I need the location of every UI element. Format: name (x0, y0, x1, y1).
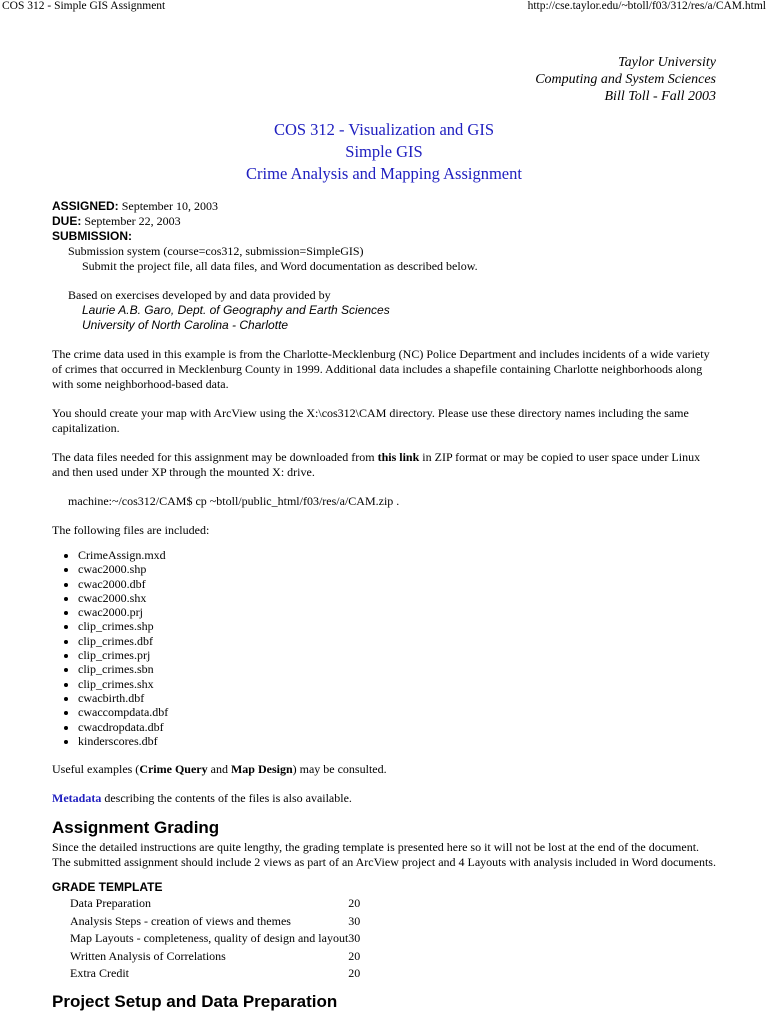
credits-university: University of North Carolina - Charlotte (82, 318, 289, 332)
file-list-item: • clip_crimes.dbf (78, 634, 716, 648)
file-list-item: • clip_crimes.prj (78, 648, 716, 662)
assignment-meta (52, 199, 716, 333)
submission-instructions: Submit the project file, all data files, and Word documentation as described below. (82, 259, 478, 273)
crime-query-link[interactable]: Crime Query (139, 762, 208, 777)
setup-heading: Project Setup and Data Preparation (52, 991, 338, 1011)
download-paragraph (52, 450, 716, 480)
arcview-paragraph: You should create your map with ArcView using the X:\cos312\CAM directory. Please use these directory names including the same capitalization. (52, 406, 689, 435)
download-link[interactable]: this link (377, 450, 420, 464)
grade-template-table (68, 896, 360, 984)
download-text-pre: The data files needed for this assignment may be downloaded from (52, 450, 378, 464)
grade-item: Written Analysis of Correlations (70, 948, 226, 963)
files-intro: The following files are included: (52, 523, 210, 537)
map-design-link[interactable]: Map Design (230, 762, 293, 777)
file-list-item: • cwac2000.shp (78, 562, 716, 576)
file-list-item: • cwacdropdata.dbf (78, 720, 716, 734)
assigned-date: September 10, 2003 (118, 199, 219, 213)
metadata-text: describing the contents of the files is also available. (101, 791, 352, 806)
due-label: DUE: (52, 214, 82, 228)
grade-row (68, 931, 360, 949)
file-list-item: • kinderscores.dbf (78, 734, 716, 748)
document-title-block (52, 119, 716, 185)
grade-row (68, 949, 360, 967)
grade-points: 20 (348, 896, 361, 911)
course-subtitle: Simple GIS (345, 142, 423, 161)
print-header (0, 0, 768, 16)
useful-text-mid: and (207, 762, 231, 777)
grade-template-label: GRADE TEMPLATE (52, 880, 163, 895)
document-body (52, 54, 716, 1014)
grade-points: 30 (348, 913, 361, 928)
assigned-label: ASSIGNED: (52, 199, 119, 213)
affiliation-instructor: Bill Toll - Fall 2003 (604, 89, 716, 104)
download-text-post: in ZIP format or may be copied to user space under Linux and then used under XP through the mounted X: drive. (52, 450, 701, 479)
useful-text-pre: Useful examples ( (52, 762, 140, 777)
file-list-item: • cwac2000.dbf (78, 577, 716, 591)
file-list-item: • clip_crimes.shx (78, 677, 716, 691)
useful-examples-paragraph (52, 762, 716, 777)
grade-points: 20 (348, 966, 361, 981)
affiliation-department: Computing and System Sciences (535, 72, 716, 87)
file-list-item: • cwaccompdata.dbf (78, 705, 716, 719)
course-title: COS 312 - Visualization and GIS (273, 120, 495, 139)
grade-row (68, 966, 360, 984)
credits-intro: Based on exercises developed by and data provided by (68, 288, 331, 302)
file-list-item: • clip_crimes.shp (78, 619, 716, 633)
assignment-title: Crime Analysis and Mapping Assignment (246, 164, 522, 183)
file-list-item: • cwac2000.shx (78, 591, 716, 605)
file-list-item: • cwac2000.prj (78, 605, 716, 619)
page-url-header: http://cse.taylor.edu/~btoll/f03/312/res/a/CAM.html (527, 0, 766, 12)
file-list-item: • clip_crimes.sbn (78, 662, 716, 676)
credits-author: Laurie A.B. Garo, Dept. of Geography and Earth Sciences (82, 303, 390, 317)
page-title-header: COS 312 - Simple GIS Assignment (2, 0, 166, 12)
grading-paragraph: Since the detailed instructions are quite lengthy, the grading template is presented here so it will not be lost at the end of the document. The submitted assignment should include 2 views as part of an ArcView project and 4 Layouts with analysis included in Word documents. (52, 840, 716, 870)
grade-item: Analysis Steps - creation of views and themes (70, 913, 291, 928)
crime-data-paragraph: The crime data used in this example is from the Charlotte-Mecklenburg (NC) Police Department and includes incidents of a wide variety of crimes that occurred in Mecklenburg County in 1999. Additional data includes a shapefile containing Charlotte neighborhoods along with some neighborhood-based data. (52, 347, 710, 391)
submission-system: Submission system (course=cos312, submission=SimpleGIS) (68, 244, 364, 258)
file-list-item: • cwacbirth.dbf (78, 691, 716, 705)
grade-row (68, 896, 360, 914)
grade-row (68, 914, 360, 932)
affiliation-university: Taylor University (618, 55, 716, 70)
metadata-link[interactable]: Metadata (52, 791, 102, 806)
grade-item: Extra Credit (70, 966, 129, 981)
useful-text-post: ) may be consulted. (292, 762, 387, 777)
submission-label: SUBMISSION: (52, 229, 133, 243)
metadata-paragraph (52, 791, 716, 806)
grade-points: 20 (348, 948, 361, 963)
due-date: September 22, 2003 (81, 214, 181, 228)
file-list (52, 548, 716, 748)
copy-command: machine:~/cos312/CAM$ cp ~btoll/public_html/f03/res/a/CAM.zip . (68, 494, 400, 508)
grade-points: 30 (348, 931, 361, 946)
affiliation-block (52, 54, 716, 105)
grade-item: Map Layouts - completeness, quality of design and layout (70, 931, 349, 946)
grade-item: Data Preparation (70, 896, 151, 911)
file-list-item: • CrimeAssign.mxd (78, 548, 716, 562)
grading-heading: Assignment Grading (52, 818, 220, 838)
